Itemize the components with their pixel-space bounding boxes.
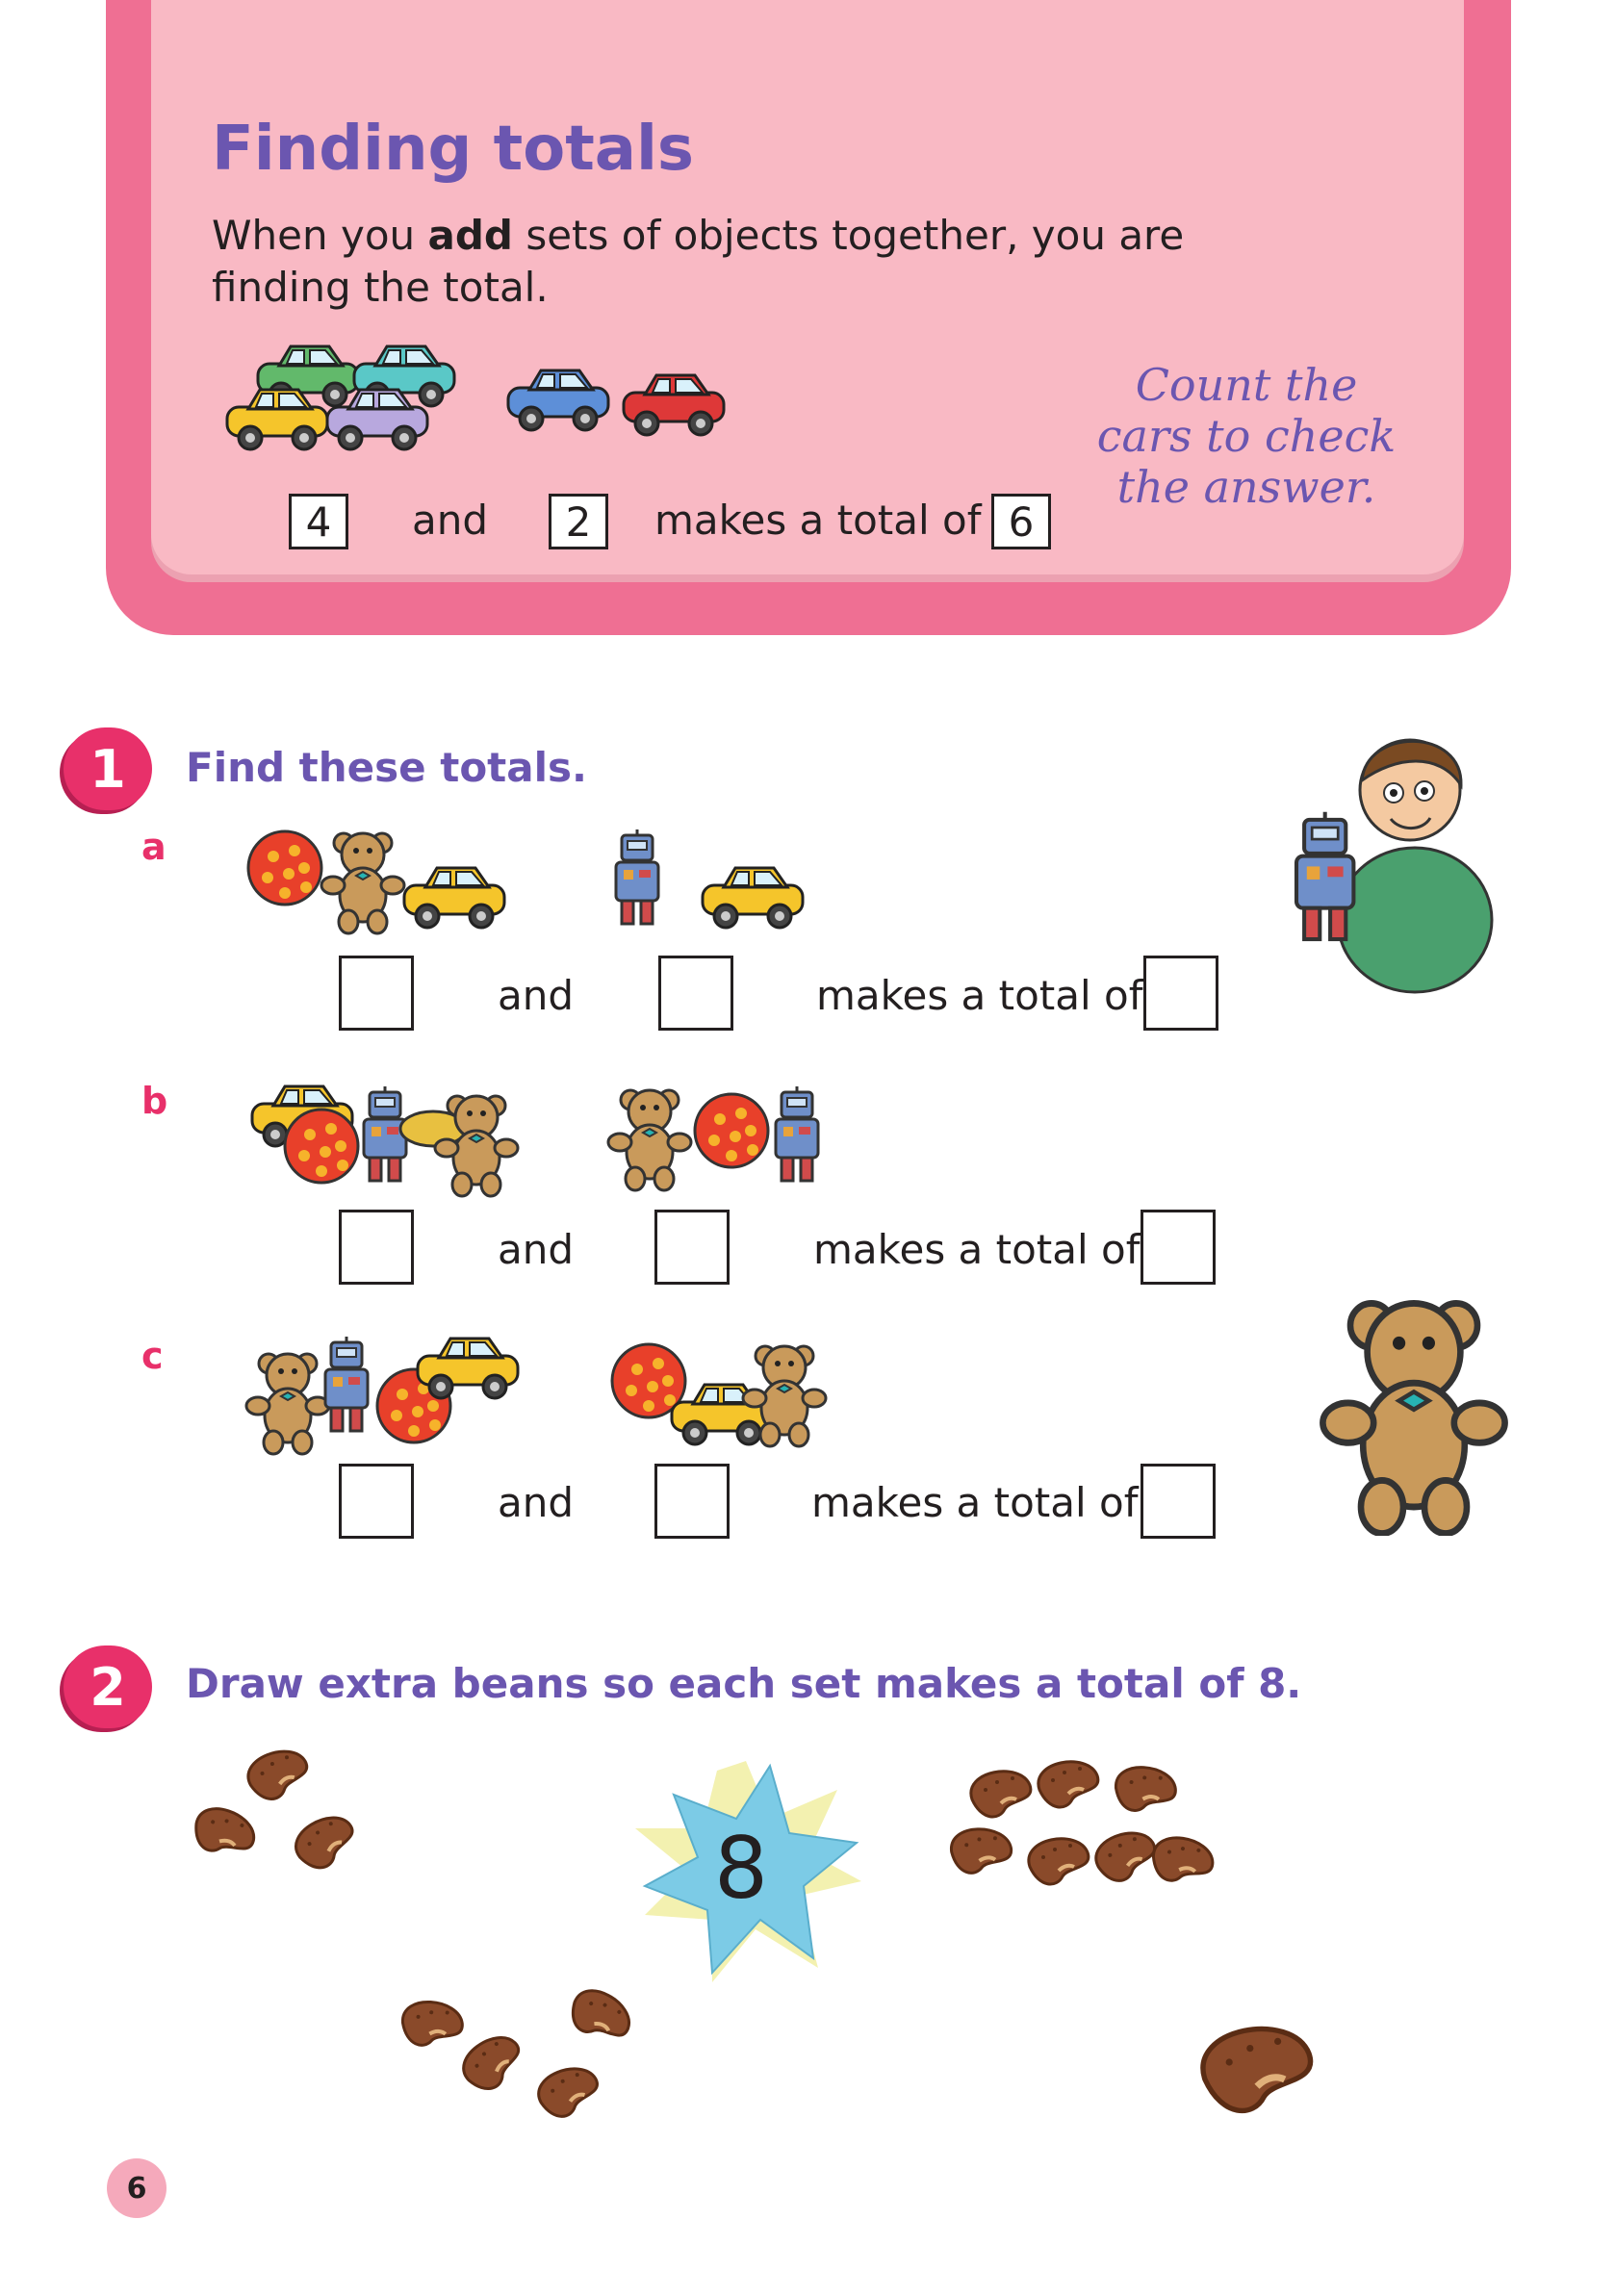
row-b-first-answer-box[interactable] [339,1210,414,1285]
row-a-makes-label: makes a total of [816,972,1143,1019]
bean-icon [244,1748,311,1802]
teddy-icon [608,1090,691,1190]
hint-bubble [1088,360,1405,513]
page-number: 6 [107,2158,167,2218]
bean-icon [1146,1829,1218,1893]
question-1-prompt: Find these totals. [186,744,587,791]
bean-icon [1111,1761,1180,1821]
yellow-car-icon [418,1339,518,1398]
example-makes-label: makes a total of [654,497,982,544]
robot-icon [776,1086,818,1181]
bean-icon [947,1824,1013,1879]
bean-set-2[interactable] [943,1751,1232,1915]
intro-text-start: When you [212,212,428,259]
bean-icon [187,1799,261,1868]
yellow-car-icon [404,868,504,928]
row-b-and-label: and [498,1226,575,1273]
teddy-bear-illustration [1309,1286,1521,1536]
example-second-box: 2 [549,494,608,549]
row-a-first-answer-box[interactable] [339,956,414,1031]
intro-text-bold: add [427,212,513,259]
question-2-prompt: Draw extra beans so each set makes a total of 8. [186,1660,1302,1707]
ball-icon [285,1110,358,1183]
example-total-box: 6 [991,494,1051,549]
bean-icon [290,1811,361,1875]
yellow-car-icon [227,390,327,449]
hint-line-2: cars to check [1096,410,1397,462]
row-b-toys-illustration [241,1073,857,1208]
blue-car-icon [508,370,608,430]
example-cars-illustration [212,337,751,472]
row-c-and-label: and [498,1479,575,1526]
boy-with-robot-illustration [1270,727,1511,997]
robot-icon [364,1086,406,1181]
row-b-second-answer-box[interactable] [654,1210,730,1285]
example-first-box: 4 [289,494,348,549]
question-2-badge: 2 [64,1645,152,1728]
page-title: Finding totals [212,114,694,185]
row-b-total-answer-box[interactable] [1141,1210,1216,1285]
row-c-total-answer-box[interactable] [1141,1464,1216,1539]
row-a-and-label: and [498,972,575,1019]
row-c-second-answer-box[interactable] [654,1464,730,1539]
hint-line-3: the answer. [1116,461,1376,513]
row-b-letter: b [141,1080,168,1122]
bean-icon [563,1982,638,2054]
bean-icon [1092,1829,1159,1884]
example-and-label: and [412,497,489,544]
row-c-makes-label: makes a total of [811,1479,1139,1526]
bean-icon [1029,1839,1089,1884]
bean-icon [1038,1762,1098,1807]
robot-toy-icon [1296,812,1353,939]
row-c-toys-illustration [241,1323,857,1458]
row-a-letter: a [141,826,167,868]
ball-icon [695,1094,768,1167]
bean-icon [397,1995,467,2054]
row-c-first-answer-box[interactable] [339,1464,414,1539]
row-a-second-answer-box[interactable] [658,956,733,1031]
teddy-icon [321,833,404,933]
robot-icon [616,829,658,924]
bean-icon [1203,2028,1311,2110]
teddy-icon [435,1096,518,1196]
bean-icon [456,2030,529,2097]
bean-icon [971,1772,1031,1817]
teddy-icon [1322,1303,1504,1533]
ball-icon [248,831,321,905]
row-c-letter: c [141,1335,164,1377]
star-number: 8 [714,1819,768,1918]
bean-set-1[interactable] [183,1742,404,1905]
intro-text [212,210,1309,314]
row-a-total-answer-box[interactable] [1143,956,1218,1031]
question-1-badge: 1 [64,727,152,810]
row-b-makes-label: makes a total of [813,1226,1141,1273]
intro-text-end: sets of objects together, you are finding the total. [212,212,1185,311]
bean-icon [535,2065,602,2120]
red-car-icon [624,375,724,435]
teddy-icon [246,1354,329,1454]
robot-icon [325,1337,368,1431]
yellow-car-icon [703,868,803,928]
bean-set-3[interactable] [395,1982,664,2146]
row-a-toys-illustration [243,820,820,955]
bean-set-4[interactable] [1184,2006,1338,2131]
hint-line-1: Count the [1135,359,1358,411]
